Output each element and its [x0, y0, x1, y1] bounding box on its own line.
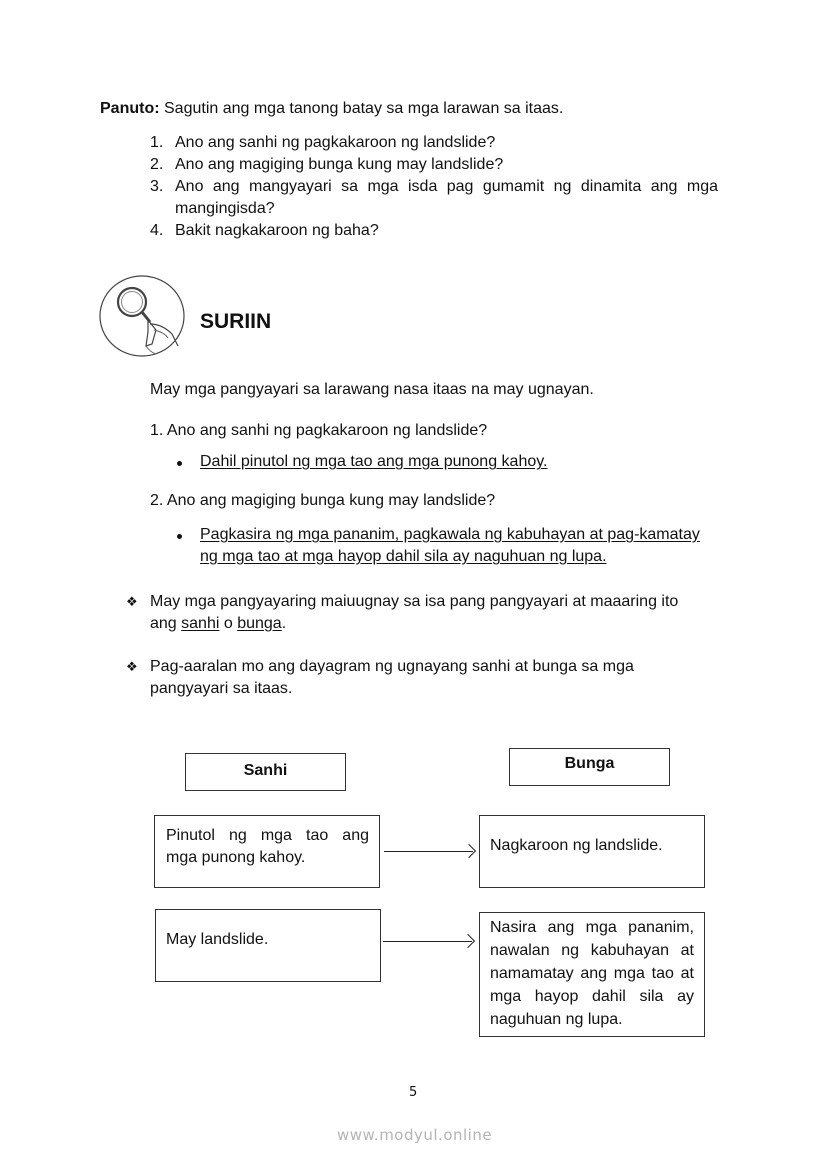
effect-2-line3: namamatay ang mga tao at: [490, 965, 694, 982]
diamond-bullet-icon: ❖: [126, 659, 138, 674]
term-sanhi: sanhi: [181, 615, 220, 632]
cause-1-line2: mga punong kahoy.: [166, 849, 306, 866]
diagram-header-effect: [509, 748, 670, 786]
note-text: ang: [150, 615, 182, 632]
suriin-question-2: 2. Ano ang magiging bunga kung may landslide?: [150, 492, 496, 509]
note-1-line2: [150, 613, 286, 635]
cause-2-line1: May landslide.: [166, 931, 269, 948]
note-1-line1: May mga pangyayaring maiuugnay sa isa pang pangyayari at maaaring ito: [150, 593, 679, 610]
question-number: 1.: [150, 134, 164, 151]
instructions-line: [100, 98, 563, 120]
cause-box-1: [154, 815, 380, 888]
section-intro: May mga pangyayari sa larawang nasa itaas na may ugnayan.: [150, 381, 594, 398]
effect-box-1: [479, 815, 705, 888]
header-cause-label: Sanhi: [243, 762, 288, 779]
bullet-icon: [177, 534, 182, 539]
question-text: Ano ang magiging bunga kung may landslide?: [175, 156, 504, 173]
question-text-line2: mangingisda?: [175, 200, 275, 217]
question-4: [150, 220, 379, 242]
suriin-question-1: 1. Ano ang sanhi ng pagkakaroon ng landslide?: [150, 422, 488, 439]
question-2: [150, 154, 503, 176]
arrow-right-icon: [384, 851, 473, 852]
cause-1-line1: Pinutol ng mga tao ang: [166, 827, 369, 844]
instructions-label: Panuto:: [100, 100, 160, 117]
question-text: Bakit nagkakaroon ng baha?: [175, 222, 379, 239]
magnifying-glass-icon: [98, 274, 186, 358]
header-effect-label: Bunga: [564, 755, 615, 772]
question-number: 2.: [150, 156, 164, 173]
note-2-line2: pangyayari sa itaas.: [150, 680, 293, 697]
suriin-answer-2-line1: Pagkasira ng mga pananim, pagkawala ng kabuhayan at pag-kamatay: [200, 526, 700, 543]
term-bunga: bunga: [237, 615, 282, 632]
instructions-text: Sagutin ang mga tanong batay sa mga larawan sa itaas.: [164, 100, 564, 117]
page-number: 5: [409, 1085, 418, 1100]
effect-1-line1: Nagkaroon ng landslide.: [490, 837, 663, 854]
effect-2-line2: nawalan ng kabuhayan at: [490, 942, 694, 959]
section-title: SURIIN: [200, 310, 272, 333]
question-number: 4.: [150, 222, 164, 239]
question-text: Ano ang sanhi ng pagkakaroon ng landslide?: [175, 134, 496, 151]
question-1: [150, 132, 495, 154]
watermark: www.modyul.online: [337, 1126, 493, 1144]
bullet-icon: [177, 461, 182, 466]
cause-box-2: [155, 909, 381, 982]
note-2-line1: Pag-aaralan mo ang dayagram ng ugnayang sanhi at bunga sa mga: [150, 658, 634, 675]
effect-box-2: [479, 912, 705, 1037]
effect-2-line5: naguhuan ng lupa.: [490, 1011, 623, 1028]
diamond-bullet-icon: ❖: [126, 594, 138, 609]
arrow-right-icon: [383, 941, 472, 942]
suriin-answer-1: Dahil pinutol ng mga tao ang mga punong kahoy.: [200, 453, 548, 470]
question-3-cont: [175, 198, 275, 220]
suriin-answer-2-line2: ng mga tao at mga hayop dahil sila ay naguhuan ng lupa.: [200, 548, 607, 565]
effect-2-line1: Nasira ang mga pananim,: [490, 919, 694, 936]
note-text: o: [219, 615, 238, 632]
diagram-header-cause: [185, 753, 346, 791]
effect-2-line4: mga hayop dahil sila ay: [490, 988, 694, 1005]
question-3: [150, 176, 718, 198]
question-text-line1: Ano ang mangyayari sa mga isda pag gumamit ng dinamita ang mga: [175, 178, 718, 195]
note-text: .: [281, 615, 287, 632]
question-number: 3.: [150, 178, 164, 195]
